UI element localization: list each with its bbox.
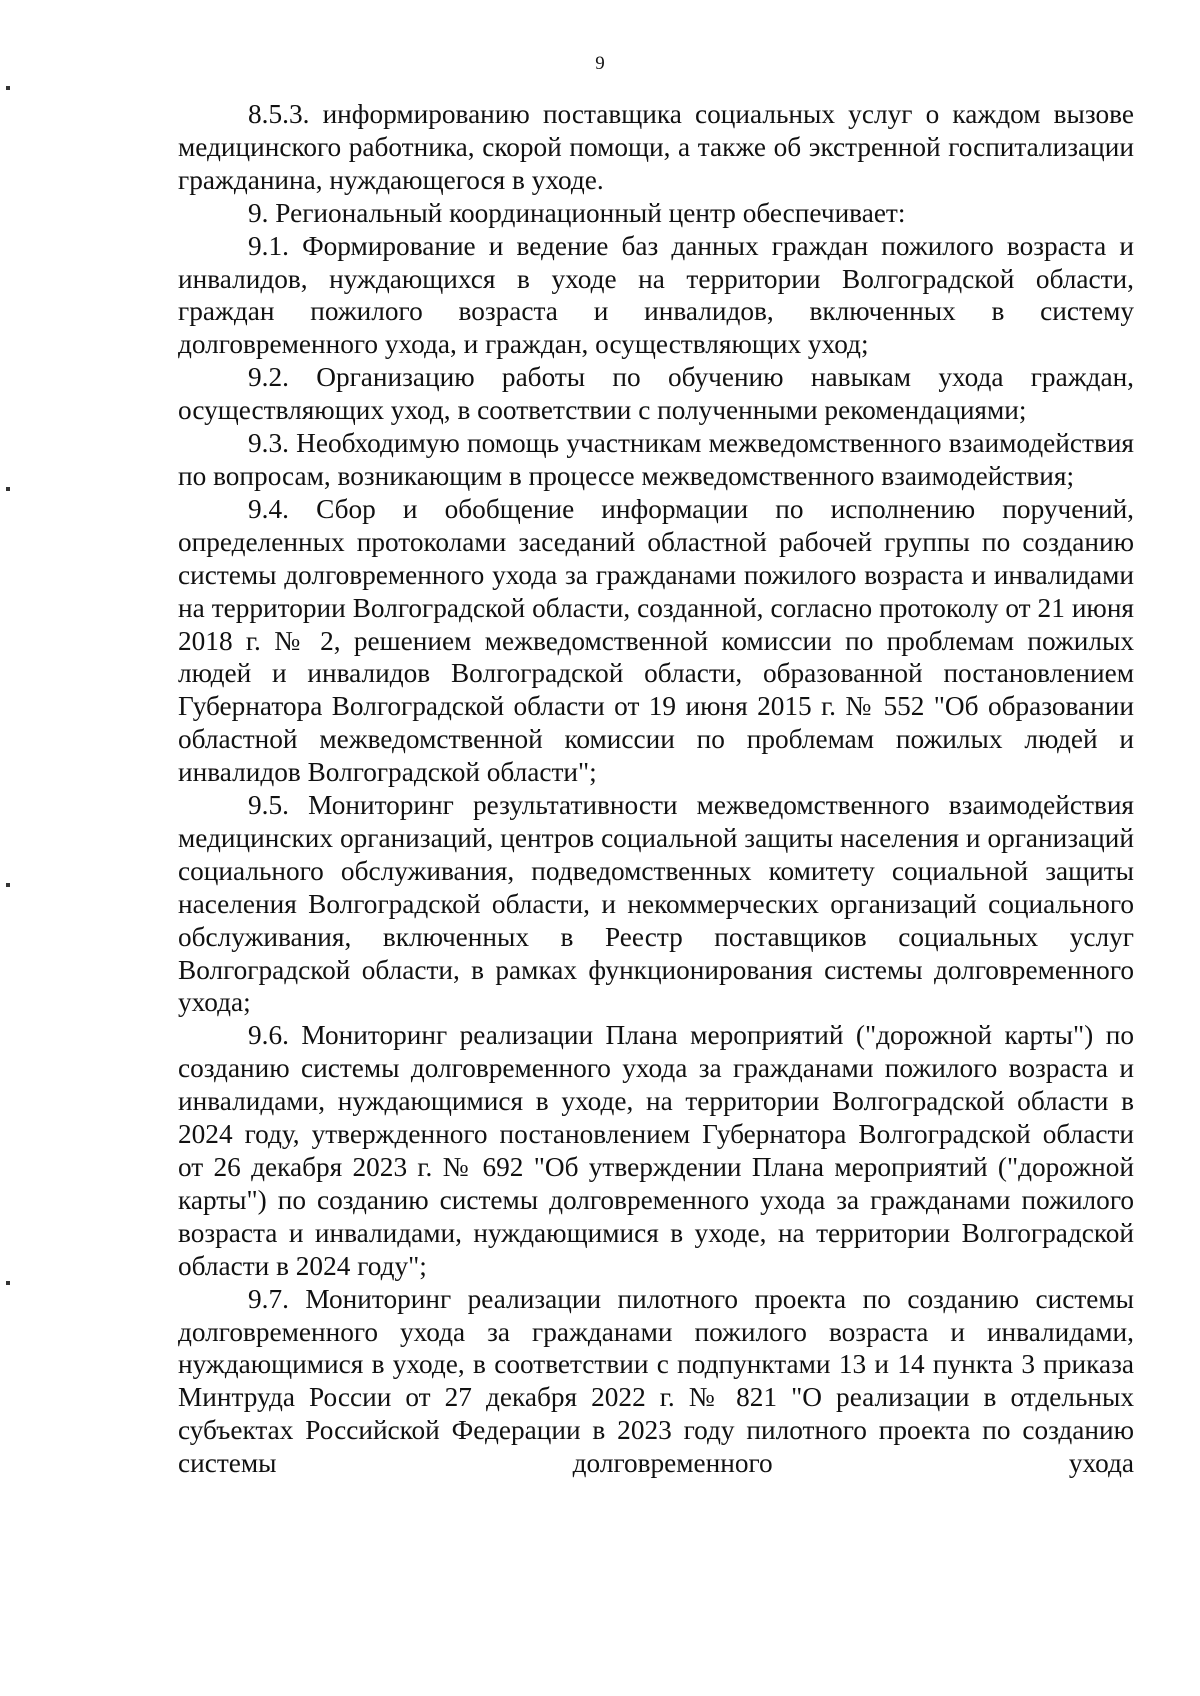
- document-body: [178, 98, 1134, 1480]
- paragraph-9-6: 9.6. Мониторинг реализации Плана мероприятий ("дорожной карты") по созданию системы долговременного ухода за гражданами пожилого возраста и инвалидами, нуждающимися в уходе, на территории Волгоградской области в 2024 году, утвержденного постановлением Губернатора Волгоградской области от 26 декабря 2023 г. № 692 "Об утверждении Плана мероприятий ("дорожной карты") по созданию системы долговременного ухода за гражданами пожилого возраста и инвалидами, нуждающимися в уходе, на территории Волгоградской области в 2024 году";: [178, 1020, 1134, 1281]
- paragraph-9-3: 9.3. Необходимую помощь участникам межведомственного взаимодействия по вопросам, возникающим в процессе межведомственного взаимодействия;: [178, 428, 1134, 491]
- paragraph-9-2: 9.2. Организацию работы по обучению навыкам ухода граждан, осуществляющих уход, в соответствии с полученными рекомендациями;: [178, 362, 1134, 426]
- paragraph-9-1: 9.1. Формирование и ведение баз данных граждан пожилого возраста и инвалидов, нуждающихся в уходе на территории Волгоградской области, граждан пожилого возраста и инвалидов, включенных в систему долговременного ухода, и граждан, осуществляющих уход;: [178, 230, 1134, 360]
- paragraph-9: 9. Региональный координационный центр обеспечивает:: [248, 197, 906, 228]
- scan-artifact-dot: [6, 86, 10, 90]
- paragraph-9-7: 9.7. Мониторинг реализации пилотного проекта по созданию системы долговременного ухода за гражданами пожилого возраста и инвалидами, нуждающимися в уходе, в соответствии с подпунктами 13 и 14 пункта 3 приказа Минтруда России от 27 декабря 2022 г. № 821 "О реализации в отдельных субъектах Российской Федерации в 2023 году пилотного проекта по созданию системы долговременного ухода: [178, 1283, 1134, 1479]
- paragraph-9-5: 9.5. Мониторинг результативности межведомственного взаимодействия медицинских организаций, центров социальной защиты населения и организаций социального обслуживания, подведомственных комитету социальной защиты населения Волгоградской области, и некоммерческих организаций социального обслуживания, включенных в Реестр поставщиков социальных услуг Волгоградской области, в рамках функционирования системы долговременного ухода;: [178, 790, 1134, 1018]
- paragraph-8-5-3: 8.5.3. информированию поставщика социальных услуг о каждом вызове медицинского работника, скорой помощи, а также об экстренной госпитализации гражданина, нуждающегося в уходе.: [178, 99, 1134, 195]
- page-number: 9: [595, 53, 605, 74]
- scan-artifact-dot: [6, 883, 10, 887]
- scan-artifact-dot: [6, 487, 10, 491]
- paragraph-9-4: 9.4. Сбор и обобщение информации по исполнению поручений, определенных протоколами заседаний областной рабочей группы по созданию системы долговременного ухода за гражданами пожилого возраста и инвалидами на территории Волгоградской области, созданной, согласно протоколу от 21 июня 2018 г. № 2, решением межведомственной комиссии по проблемам пожилых людей и инвалидов Волгоградской области, образованной постановлением Губернатора Волгоградской области от 19 июня 2015 г. № 552 "Об образовании областной межведомственной комиссии по проблемам пожилых людей и инвалидов Волгоградской области";: [178, 493, 1134, 788]
- scan-artifact-dot: [6, 1281, 10, 1285]
